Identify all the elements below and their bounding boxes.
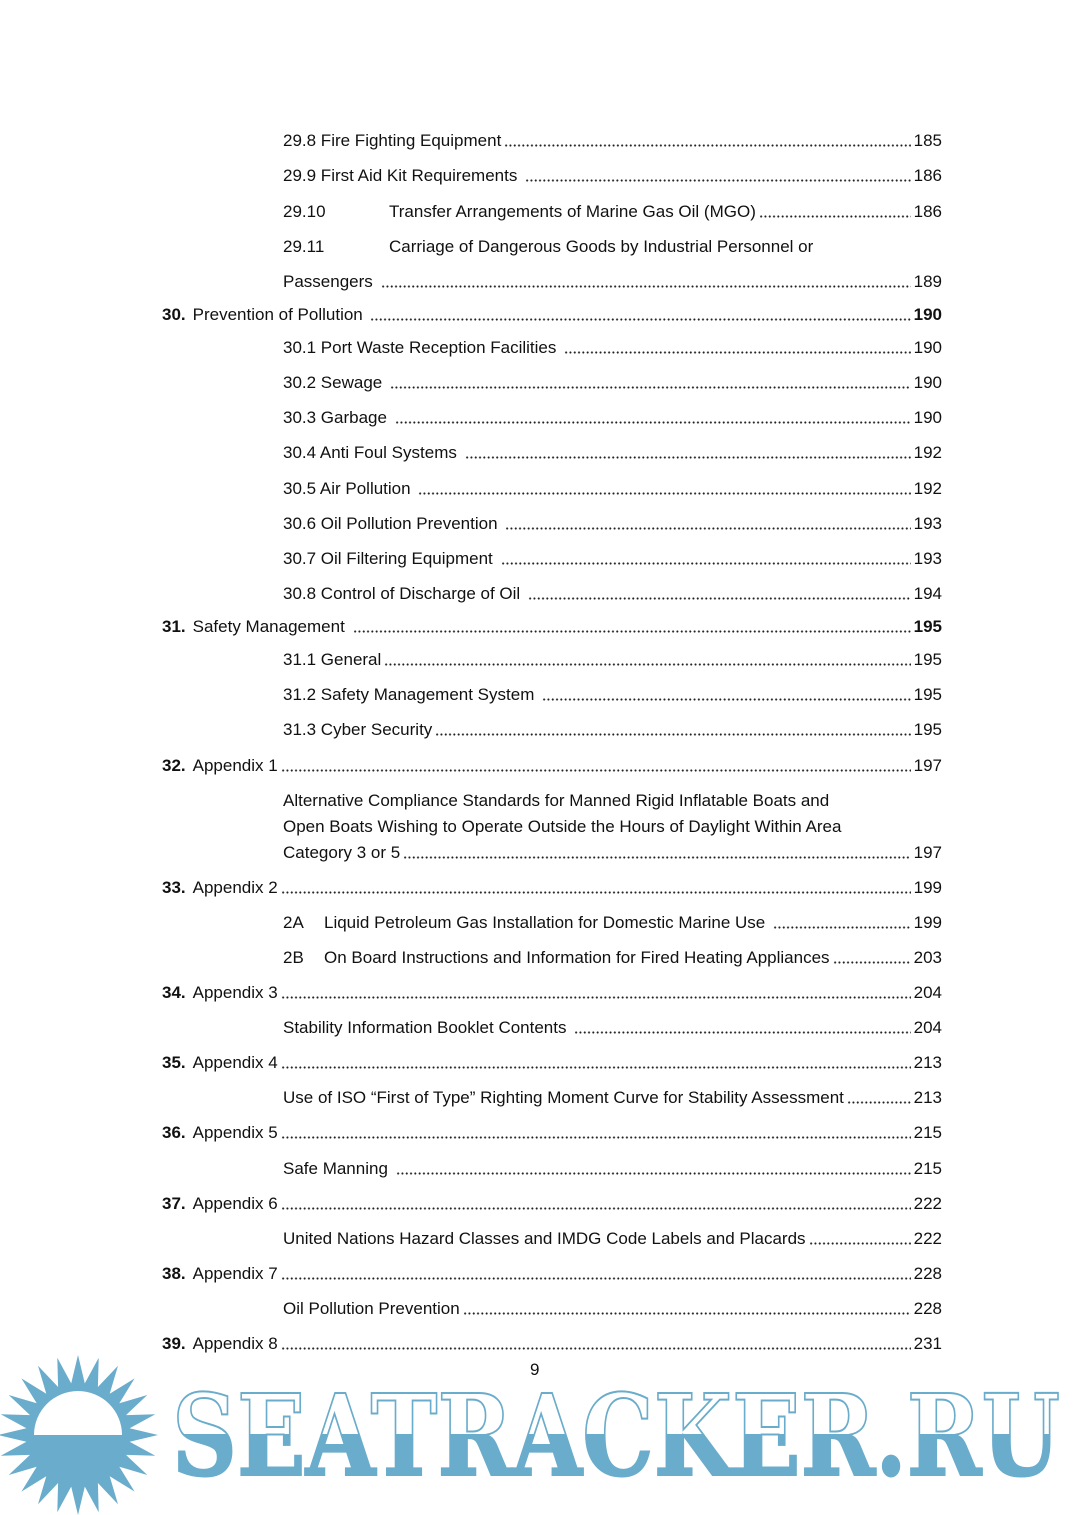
dot-leader	[390, 386, 911, 389]
toc-entry[interactable]	[283, 583, 942, 605]
toc-entry[interactable]	[162, 1263, 942, 1285]
toc-entry[interactable]	[283, 1298, 942, 1320]
toc-page-number: 203	[913, 948, 942, 967]
toc-entry[interactable]	[283, 947, 942, 969]
watermark-text: SEATRACKER.RU	[172, 1371, 1060, 1502]
toc-page-number: 195	[913, 720, 942, 739]
dot-leader	[564, 351, 911, 354]
dot-leader	[403, 856, 910, 859]
dot-leader	[395, 421, 911, 424]
dot-leader	[384, 663, 910, 666]
toc-subsection-number: 29.10	[283, 202, 326, 221]
toc-entry-title: 30.7 Oil Filtering Equipment	[283, 549, 498, 568]
toc-entry[interactable]	[283, 548, 942, 570]
toc-section-number: 37.	[162, 1194, 186, 1213]
toc-page-number: 186	[913, 202, 942, 221]
toc-page-number: 197	[913, 843, 942, 862]
toc-entry-title: Use of ISO “First of Type” Righting Moment Curve for Stability Assessment	[283, 1088, 844, 1107]
toc-entry[interactable]	[162, 1052, 942, 1074]
toc-page-number: 215	[913, 1159, 942, 1178]
toc-entry-title: 31.3 Cyber Security	[283, 720, 433, 739]
dot-leader	[281, 769, 911, 772]
dot-leader	[504, 144, 910, 147]
toc-entry[interactable]	[283, 130, 942, 152]
dot-leader	[281, 1066, 911, 1069]
toc-section-number: 31.	[162, 617, 186, 636]
seatracker-watermark-logo	[0, 1355, 1080, 1515]
dot-leader	[525, 179, 911, 182]
toc-entry-title: 30.8 Control of Discharge of Oil	[283, 584, 525, 603]
toc-entry-title: Prevention of Pollution	[192, 305, 368, 324]
toc-entry-title: Carriage of Dangerous Goods by Industrial Personnel or	[389, 237, 814, 256]
toc-entry-title: 31.2 Safety Management System	[283, 685, 540, 704]
dot-leader	[396, 1172, 911, 1175]
dot-leader	[759, 215, 911, 218]
toc-entry[interactable]	[283, 684, 942, 706]
toc-page-number: 231	[913, 1334, 942, 1353]
dot-leader	[528, 597, 911, 600]
toc-entry-title: Appendix 6	[192, 1194, 278, 1213]
toc-page-number: 195	[913, 650, 942, 669]
toc-entry-title: Appendix 5	[192, 1123, 278, 1142]
toc-entry[interactable]	[283, 337, 942, 359]
toc-entry[interactable]	[283, 912, 942, 934]
toc-page-number: 192	[913, 443, 942, 462]
toc-page-number: 213	[913, 1088, 942, 1107]
toc-page-number: 222	[913, 1229, 942, 1248]
toc-entry-title: 29.8 Fire Fighting Equipment	[283, 131, 502, 150]
toc-page-number: 194	[913, 584, 942, 603]
toc-entry-title: Passengers	[283, 272, 378, 291]
dot-leader	[465, 456, 911, 459]
toc-section-number: 32.	[162, 756, 186, 775]
dot-leader	[281, 1207, 911, 1210]
toc-entry[interactable]	[283, 790, 942, 812]
toc-entry-title: Appendix 1	[192, 756, 278, 775]
toc-page-number: 186	[913, 166, 942, 185]
dot-leader	[418, 492, 910, 495]
dot-leader	[847, 1101, 911, 1104]
toc-page-number: 197	[913, 756, 942, 775]
dot-leader	[281, 1136, 911, 1139]
toc-page-number: 204	[913, 1018, 942, 1037]
toc-entry-title: Alternative Compliance Standards for Manned Rigid Inflatable Boats and	[283, 791, 830, 810]
toc-entry-title: Transfer Arrangements of Marine Gas Oil (MGO)	[389, 202, 756, 221]
dot-leader	[505, 527, 910, 530]
dot-leader	[281, 1277, 911, 1280]
toc-subsection-number: 2B	[283, 948, 304, 967]
toc-page-number: 190	[913, 373, 942, 392]
dot-leader	[542, 698, 911, 701]
toc-entry-title: On Board Instructions and Information for Fired Heating Appliances	[324, 948, 830, 967]
toc-page-number: 222	[913, 1194, 942, 1213]
toc-entry[interactable]	[162, 304, 942, 326]
dot-leader	[353, 630, 911, 633]
dot-leader	[281, 891, 911, 894]
toc-page-number: 190	[913, 305, 942, 324]
toc-entry[interactable]	[162, 1193, 942, 1215]
toc-section-number: 39.	[162, 1334, 186, 1353]
toc-section-number: 36.	[162, 1123, 186, 1142]
toc-entry-title: Safe Manning	[283, 1159, 393, 1178]
toc-entry[interactable]	[162, 982, 942, 1004]
toc-entry-title: Safety Management	[192, 617, 350, 636]
toc-entry-title: United Nations Hazard Classes and IMDG Code Labels and Placards	[283, 1229, 806, 1248]
toc-page-number: 204	[913, 983, 942, 1002]
toc-page-number: 193	[913, 549, 942, 568]
dot-leader	[501, 562, 911, 565]
toc-page-number: 190	[913, 338, 942, 357]
sun-icon	[0, 1355, 158, 1515]
toc-page-number: 195	[913, 685, 942, 704]
toc-entry[interactable]	[162, 755, 942, 777]
dot-leader	[435, 733, 910, 736]
toc-entry[interactable]	[283, 478, 942, 500]
toc-entry[interactable]	[283, 1158, 942, 1180]
toc-entry-title: 30.5 Air Pollution	[283, 479, 416, 498]
toc-section-number: 33.	[162, 878, 186, 897]
toc-entry[interactable]	[162, 1122, 942, 1144]
toc-entry[interactable]	[162, 616, 942, 638]
toc-entry[interactable]	[283, 649, 942, 671]
toc-entry-title: Appendix 2	[192, 878, 278, 897]
toc-entry-title: 30.1 Port Waste Reception Facilities	[283, 338, 562, 357]
toc-section-number: 35.	[162, 1053, 186, 1072]
toc-entry[interactable]	[283, 513, 942, 535]
toc-entry-title: Category 3 or 5	[283, 843, 401, 862]
toc-entry-title: Liquid Petroleum Gas Installation for Domestic Marine Use	[324, 913, 770, 932]
toc-entry[interactable]	[283, 165, 942, 187]
dot-leader	[773, 926, 911, 929]
toc-entry[interactable]	[283, 1017, 942, 1039]
toc-entry[interactable]	[283, 372, 942, 394]
toc-entry[interactable]	[283, 271, 942, 293]
toc-page-number: 185	[913, 131, 942, 150]
toc-entry-title: 31.1 General	[283, 650, 382, 669]
toc-entry[interactable]	[283, 842, 942, 864]
toc-page-number: 195	[913, 617, 942, 636]
toc-page-number: 199	[913, 913, 942, 932]
toc-entry-title: 30.3 Garbage	[283, 408, 392, 427]
dot-leader	[833, 961, 911, 964]
page-number: 9	[530, 1360, 540, 1379]
toc-entry[interactable]	[283, 1228, 942, 1250]
dot-leader	[463, 1312, 911, 1315]
toc-page-number: 190	[913, 408, 942, 427]
toc-entry[interactable]	[283, 719, 942, 741]
toc-page-number: 215	[913, 1123, 942, 1142]
toc-entry-title: Appendix 8	[192, 1334, 278, 1353]
toc-section-number: 38.	[162, 1264, 186, 1283]
toc-entry[interactable]	[283, 442, 942, 464]
toc-subsection-number: 29.11	[283, 237, 325, 256]
toc-section-number: 30.	[162, 305, 186, 324]
toc-entry-title: 29.9 First Aid Kit Requirements	[283, 166, 523, 185]
toc-page-number: 213	[913, 1053, 942, 1072]
toc-entry-title: Oil Pollution Prevention	[283, 1299, 460, 1318]
toc-entry-title: Appendix 4	[192, 1053, 278, 1072]
toc-page-number: 189	[913, 272, 942, 291]
dot-leader	[574, 1031, 910, 1034]
dot-leader	[281, 1347, 911, 1350]
toc-entry-title: Appendix 3	[192, 983, 278, 1002]
toc-entry-title: 30.2 Sewage	[283, 373, 387, 392]
toc-entry-title: Open Boats Wishing to Operate Outside the Hours of Daylight Within Area	[283, 817, 842, 836]
dot-leader	[809, 1242, 911, 1245]
dot-leader	[370, 318, 910, 321]
toc-entry-title: Appendix 7	[192, 1264, 278, 1283]
toc-subsection-number: 2A	[283, 913, 304, 932]
toc-entry[interactable]	[162, 1333, 942, 1355]
toc-entry[interactable]	[283, 236, 942, 258]
toc-page-number: 199	[913, 878, 942, 897]
toc-page-number: 228	[913, 1264, 942, 1283]
toc-entry-title: Stability Information Booklet Contents	[283, 1018, 572, 1037]
toc-page-number: 192	[913, 479, 942, 498]
toc-page-number: 193	[913, 514, 942, 533]
dot-leader	[281, 996, 911, 999]
dot-leader	[381, 285, 911, 288]
toc-entry[interactable]	[283, 816, 942, 838]
toc-page-number: 228	[913, 1299, 942, 1318]
toc-entry-title: 30.4 Anti Foul Systems	[283, 443, 462, 462]
toc-entry[interactable]	[283, 407, 942, 429]
toc-entry[interactable]	[162, 877, 942, 899]
toc-section-number: 34.	[162, 983, 186, 1002]
toc-entry-title: 30.6 Oil Pollution Prevention	[283, 514, 503, 533]
toc-entry[interactable]	[283, 1087, 942, 1109]
toc-entry[interactable]	[283, 201, 942, 223]
